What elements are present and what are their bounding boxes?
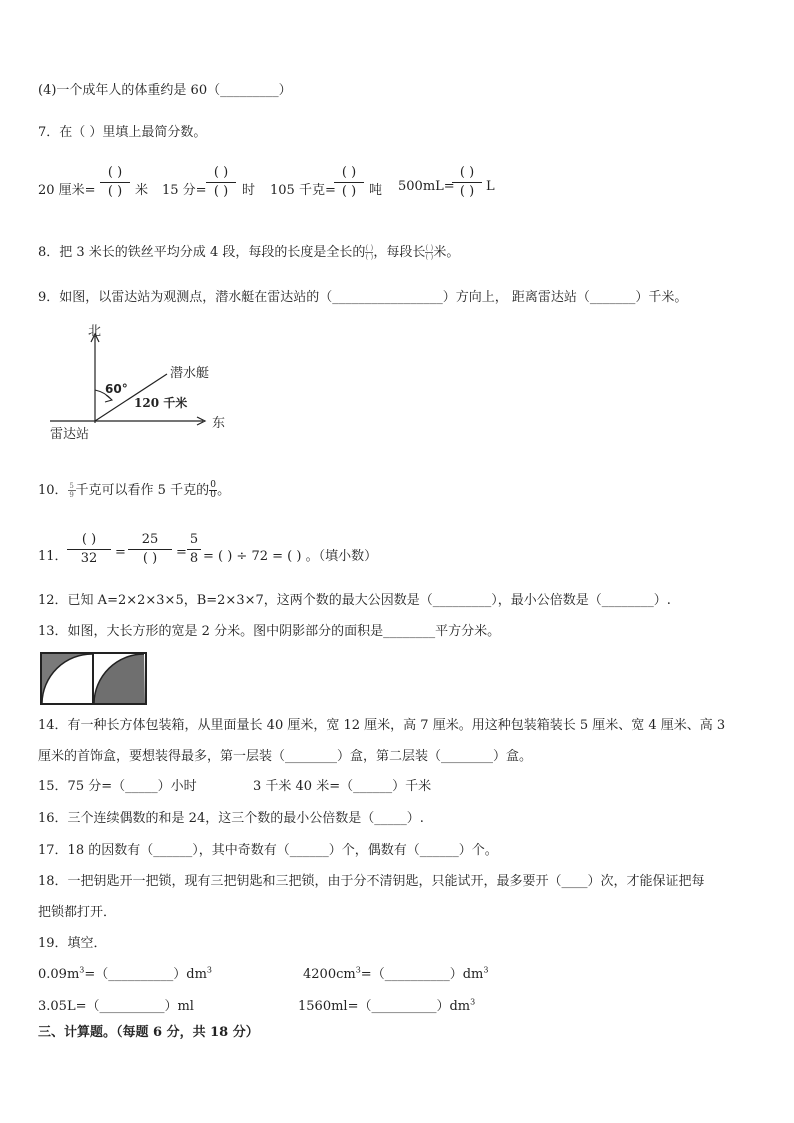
- q19-row-1-b: $4200cm^3=(\_\_\_\_\_\_\_\_\_\_)dm^3$: [303, 965, 489, 982]
- q7-item-4-right: L: [486, 179, 495, 194]
- q8-fraction-blank-1: ( ) ( ): [365, 244, 374, 261]
- q9-label-east: 东: [212, 416, 226, 431]
- question-16: 16．三个连续偶数的和是 24，这三个数的最小公倍数是（_____）.: [38, 811, 424, 826]
- q11-equals-2: =: [176, 545, 187, 560]
- question-10: 10．$\frac{5}{9}$千克可以看作 5 千克的$\frac{0}{0}$。: [38, 480, 231, 500]
- question-14-line-1: 14．有一种长方体包装箱，从里面量长 40 厘米，宽 12 厘米，高 7 厘米。用这种包装箱装长 5 厘米、宽 4 厘米、高 3: [38, 718, 726, 733]
- question-15-b: 3 千米 40 米=（______）千米: [253, 779, 432, 794]
- q11-tail: = ( ) ÷ 72 = ( ) 。（填小数）: [203, 549, 378, 564]
- q7-item-3-right: 吨: [369, 183, 383, 198]
- q13-shaded-figure: [40, 652, 150, 706]
- q7-item-1-right: 米: [135, 183, 149, 198]
- question-12: 12．已知 A=2×2×3×5，B=2×3×7，这两个数的最大公因数是（_________），最小公倍数是（________）.: [38, 593, 671, 608]
- q7-item-4-left: 500mL=: [398, 179, 455, 194]
- q8-fraction-blank-2: ( ) ( ): [425, 244, 434, 261]
- section-3-heading: 三、计算题。（每题 6 分，共 18 分）: [38, 1025, 259, 1040]
- q9-label-station: 雷达站: [50, 427, 90, 442]
- q9-label-angle: 60°: [105, 382, 128, 396]
- q11-fraction-2: 25 ( ): [128, 531, 172, 568]
- question-14-line-2: 厘米的首饰盒，要想装得最多，第一层装（________）盒，第二层装（________）盒。: [38, 749, 533, 764]
- question-9: 9．如图，以雷达站为观测点，潜水艇在雷达站的（_________________）方向上， 距离雷达站（_______）千米。: [38, 290, 688, 305]
- q11-fraction-3: 5 8: [187, 531, 201, 568]
- q7-fraction-4: ( ) ( ): [452, 164, 482, 201]
- q7-fraction-2: ( ) ( ): [206, 164, 236, 201]
- q19-row-2-b: $1560ml=(\_\_\_\_\_\_\_\_\_\_)dm^3$: [298, 997, 476, 1014]
- q9-label-north: 北: [88, 324, 102, 339]
- question-18-line-2: 把锁都打开．: [38, 905, 117, 920]
- question-19-title: 19．填空．: [38, 936, 107, 951]
- question-8: 8．把 3 米长的铁丝平均分成 4 段，每段的长度是全长的( ) ( )，每段长( ) ( )米。: [38, 244, 460, 261]
- q7-fraction-3: ( ) ( ): [334, 164, 364, 201]
- question-13: 13．如图，大长方形的宽是 2 分米。图中阴影部分的面积是________平方分米。: [38, 624, 501, 639]
- question-11-prefix: 11．: [38, 549, 68, 564]
- question-17: 17．18 的因数有（______），其中奇数有（______）个，偶数有（______）个。: [38, 843, 498, 858]
- q7-item-1-left: 20 厘米=: [38, 183, 96, 198]
- q9-label-distance: 120 千米: [134, 396, 188, 410]
- q7-item-3-left: 105 千克=: [270, 183, 336, 198]
- q7-fraction-1: ( ) ( ): [100, 164, 130, 201]
- question-6-4: (4)一个成年人的体重约是 60（_________）: [38, 83, 292, 98]
- question-18-line-1: 18．一把钥匙开一把锁，现有三把钥匙和三把锁，由于分不清钥匙，只能试开，最多要开（____）次，才能保证把每: [38, 874, 705, 889]
- q7-item-2-right: 时: [242, 183, 256, 198]
- q9-label-submarine: 潜水艇: [170, 366, 210, 381]
- question-15-a: 15．75 分=（_____）小时: [38, 779, 197, 794]
- q11-equals-1: =: [115, 545, 126, 560]
- q7-item-2-left: 15 分=: [162, 183, 207, 198]
- q10-fraction-blank: $\frac{0}{0}$: [210, 480, 216, 500]
- q19-row-2-a: 3.05L=（__________）ml: [38, 999, 194, 1014]
- q19-row-1-a: $0.09m^3=(\_\_\_\_\_\_\_\_\_\_)dm^3$: [38, 965, 213, 982]
- q11-fraction-1: ( ) 32: [67, 531, 111, 568]
- q10-fraction: $\frac{5}{9}$: [69, 482, 74, 499]
- question-7-title: 7．在（ ）里填上最简分数。: [38, 125, 207, 140]
